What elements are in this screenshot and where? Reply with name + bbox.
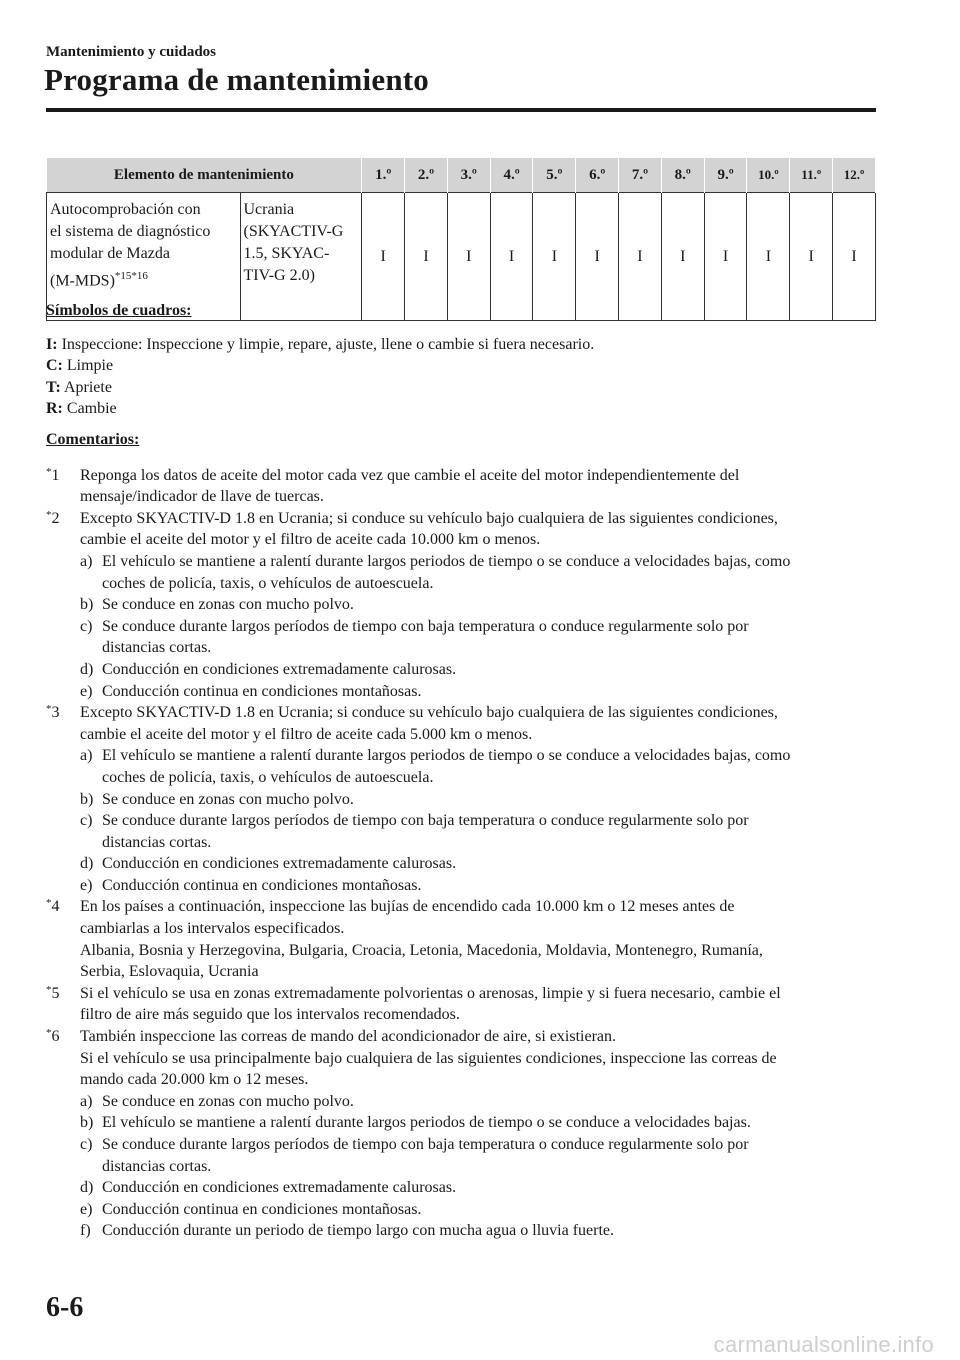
footnote-subitem: b) El vehículo se mantiene a ralentí durante largos periodos de tiempo o se conduce a velocidades bajas. [80,1114,751,1132]
value-cell: I [619,193,662,321]
value-cell: I [405,193,448,321]
footnote-line: En los países a continuación, inspeccione las bujías de encendido cada 10.000 km o 12 meses antes de [80,898,735,916]
page-number: 6-6 [46,1292,84,1323]
column-header: 6.º [576,158,619,193]
comments-section [46,429,876,1242]
value-cell: I [533,193,576,321]
footnote-line: Si el vehículo se usa en zonas extremadamente polvorientas o arenosas, limpie y si fuera necesario, cambie el [80,984,781,1002]
footnote-subitem: c) Se conduce durante largos períodos de tiempo con baja temperatura o conduce regularmente solo por distancias cortas. [80,617,749,657]
footnote-subitem: e) Conducción continua en condiciones montañosas. [80,876,422,894]
symbol-text: Cambie [66,400,117,418]
column-header: 7.º [619,158,662,193]
symbol-key: T: [46,378,61,396]
value-cell: I [747,193,790,321]
comments-heading: Comentarios: [46,431,140,448]
footnote-2 [46,508,876,551]
item-line: modular de Mazda [50,245,170,262]
value-cell: I [447,193,490,321]
footnote-3 [46,702,876,745]
region-line: TIV-G 2.0) [243,267,315,284]
symbol-item [46,398,594,420]
footnote-line: Excepto SKYACTIV-D 1.8 en Ucrania; si conduce su vehículo bajo cualquiera de las siguientes condiciones, [80,704,778,722]
column-header: 11.º [790,158,833,193]
item-line: el sistema de diagnóstico [50,223,211,240]
column-header: 5.º [533,158,576,193]
footnote-number: *6 [46,1027,60,1046]
column-header: 1.º [362,158,405,193]
column-header: 4.º [490,158,533,193]
item-column-header: Elemento de mantenimiento [47,158,362,193]
footnote-line: Albania, Bosnia y Herzegovina, Bulgaria, Croacia, Letonia, Macedonia, Moldavia, Montenegro, Rumanía, [80,941,763,959]
value-cell: I [490,193,533,321]
footnote-subitem: e) Conducción continua en condiciones montañosas. [80,682,422,700]
section-label: Mantenimiento y cuidados [46,44,217,60]
maintenance-table [46,158,876,321]
footnote-subitem: b) Se conduce en zonas con mucho polvo. [80,790,354,808]
footnote-number: *5 [46,983,60,1002]
region-line: (SKYACTIV-G [243,223,344,240]
symbol-item [46,355,594,377]
column-header: 9.º [704,158,747,193]
item-line: Autocomprobación con [50,201,201,218]
value-cell: I [790,193,833,321]
footnote-line: Reponga los datos de aceite del motor cada vez que cambie el aceite del motor independientemente del [80,466,740,484]
value-cell: I [362,193,405,321]
footnote-subitem: f) Conducción durante un periodo de tiempo largo con mucha agua o lluvia fuerte. [80,1222,614,1240]
region-line: Ucrania [243,201,295,218]
symbol-item [46,334,594,356]
title-rule [46,108,876,112]
footnote-subitem: d) Conducción en condiciones extremadamente calurosas. [80,1179,457,1197]
column-header: 8.º [661,158,704,193]
value-cell: I [704,193,747,321]
symbol-key: R: [46,400,63,418]
footnote-subitem: c) Se conduce durante largos períodos de tiempo con baja temperatura o conduce regularmente solo por distancias cortas. [80,812,749,851]
watermark: carmanualsonline.info [713,1332,934,1357]
value-cell: I [576,193,619,321]
footnote-subitem: d) Conducción en condiciones extremadamente calurosas. [80,855,457,873]
footnote-subitem: d) Conducción en condiciones extremadamente calurosas. [80,660,457,678]
footnote-line: También inspeccione las correas de mando del acondicionador de aire, si existieran. [80,1028,616,1046]
footnote-subitem: c) Se conduce durante largos períodos de tiempo con baja temperatura o conduce regularmente solo por distancias cortas. [80,1136,749,1175]
footnote-1 [46,465,876,508]
footnote-number: *1 [46,465,60,484]
value-cell: I [833,193,876,321]
symbol-text: Limpie [66,357,114,375]
footnote-subitem: e) Conducción continua en condiciones montañosas. [80,1200,422,1218]
item-line: (M-MDS) [50,272,115,290]
column-header: 2.º [405,158,448,193]
footnote-5 [46,983,876,1026]
item-refs: *15*16 [114,270,148,282]
footnote-line: Si el vehículo se usa principalmente bajo cualquiera de las siguientes condiciones, inspeccione las correas de [80,1049,777,1067]
table-header-row [47,158,876,193]
footnote-line: cambie el aceite del motor y el filtro de aceite cada 10.000 km o menos. [80,531,541,549]
value-cell: I [661,193,704,321]
footnote-subitem: a) El vehículo se mantiene a ralentí durante largos periodos de tiempo o se conduce a velocidades bajas, como coches de policía, taxis, o vehículos de autoescuela. [80,552,791,592]
symbol-text: Inspeccione: Inspeccione y limpie, repare, ajuste, llene o cambie si fuera necesario. [61,335,595,353]
footnote-line: cambie el aceite del motor y el filtro de aceite cada 5.000 km o menos. [80,725,533,743]
region-line: 1.5, SKYAC- [243,245,330,262]
column-header: 10.º [747,158,790,193]
symbol-key: I: [46,335,58,353]
footnote-subitem: a) Se conduce en zonas con mucho polvo. [80,1092,354,1110]
footnote-subitem: a) El vehículo se mantiene a ralentí durante largos periodos de tiempo o se conduce a velocidades bajas, como coches de policía, taxis, o vehículos de autoescuela. [80,747,791,786]
footnote-6 [46,1026,876,1091]
column-header: 12.º [833,158,876,193]
footnote-number: *4 [46,897,60,916]
column-header: 3.º [447,158,490,193]
symbol-text: Apriete [63,378,112,396]
symbol-item [46,377,594,399]
symbols-heading: Símbolos de cuadros: [46,302,192,319]
footnote-line: mando cada 20.000 km o 12 meses. [80,1071,309,1089]
footnote-line: Excepto SKYACTIV-D 1.8 en Ucrania; si conduce su vehículo bajo cualquiera de las siguientes condiciones, [80,509,778,527]
footnote-4 [46,896,876,982]
footnote-line: Serbia, Eslovaquia, Ucrania [80,963,259,981]
footnote-line: filtro de aire más seguido que los intervalos recomendados. [80,1006,460,1024]
footnote-subitem: b) Se conduce en zonas con mucho polvo. [80,596,354,614]
symbols-section [46,300,594,420]
footnote-number: *2 [46,508,60,527]
footnote-number: *3 [46,703,60,722]
symbol-key: C: [46,357,63,375]
page-title: Programa de mantenimiento [44,62,429,97]
footnote-line: mensaje/indicador de llave de tuercas. [80,488,324,506]
footnote-line: cambiarlas a los intervalos especificados. [80,920,345,938]
